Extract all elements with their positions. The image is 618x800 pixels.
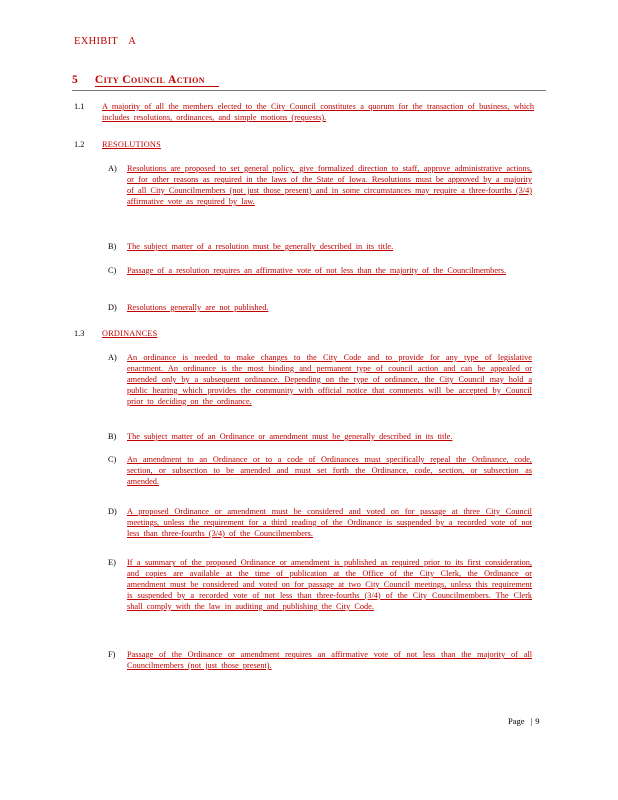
page-label: Page — [508, 716, 525, 726]
item-text: Passage of the Ordinance or amendment requires an affirmative vote of not less than the majority of all Councilmembers (not just those present). — [127, 650, 532, 670]
item-label: E) — [108, 558, 116, 567]
section-title: RESOLUTIONS — [102, 140, 161, 149]
item-text: Resolutions generally are not published. — [127, 303, 269, 312]
page-footer — [508, 716, 539, 726]
ordinance-item-d — [108, 507, 532, 540]
section-1-3 — [74, 329, 157, 338]
ordinance-item-c — [108, 455, 532, 488]
item-label: D) — [108, 303, 117, 312]
exhibit-label: EXHIBIT A — [74, 36, 137, 47]
resolution-item-a — [108, 164, 532, 208]
item-label: B) — [108, 432, 117, 441]
item-text: The subject matter of a resolution must be generally described in its title. — [127, 242, 394, 251]
item-label: A) — [108, 164, 117, 173]
item-label: B) — [108, 242, 117, 251]
item-label: C) — [108, 266, 117, 275]
section-number: 1.2 — [74, 140, 85, 149]
item-text: An amendment to an Ordinance or to a code of Ordinances must specifically repeal the Ordinance, code, section, or subsection to be amended and must set forth the Ordinance, code, section, or subsection as amended. — [127, 455, 532, 486]
item-label: F) — [108, 650, 116, 659]
chapter-title: City Council Action — [95, 74, 219, 87]
ordinance-item-b — [108, 432, 532, 443]
ordinance-item-a — [108, 353, 532, 408]
item-label: A) — [108, 353, 117, 362]
section-number: 1.3 — [74, 329, 85, 338]
ordinance-item-f — [108, 650, 532, 672]
heading-rule — [72, 90, 546, 91]
section-title: ORDINANCES — [102, 329, 158, 338]
section-text: A majority of all the members elected to the City Council constitutes a quorum for the transaction of business, which includes resolutions, ordinances, and simple motions (requests). — [102, 102, 534, 122]
ordinance-item-e — [108, 558, 532, 613]
item-text: A proposed Ordinance or amendment must be considered and voted on for passage at three City Council meetings, unless the requirement for a third reading of the Ordinance is suspended by a recorded vote of not less than three-fourths (3/4) of the Councilmembers. — [127, 507, 532, 538]
item-text: If a summary of the proposed Ordinance or amendment is published as required prior to its first consideration, and copies are available at the time of publication at the Office of the City Clerk, the Ordinance or amendment must be considered and voted on for passage at two City Council meetings, unless this requirement is suspended by a recorded vote of not less than three-fourths (3/4) of the City Councilmembers. The Clerk shall comply with the law in auditing and publishing the City Code. — [127, 558, 532, 611]
chapter-heading — [72, 74, 546, 86]
item-text: Passage of a resolution requires an affirmative vote of not less than the majority of the Councilmembers. — [127, 266, 507, 275]
resolution-item-c — [108, 266, 532, 277]
item-text: Resolutions are proposed to set general policy, give formalized direction to staff, approve administrative actions, or for other reasons as required in the laws of the State of Iowa. Resolutions must be approved by a majority of all City Councilmembers (not just those present) and in some circumstances may require a three-fourths (3/4) affirmative vote as required by law. — [127, 164, 532, 206]
section-1-1 — [74, 102, 534, 124]
page-number: 9 — [535, 716, 540, 726]
resolution-item-b — [108, 242, 532, 253]
item-text: The subject matter of an Ordinance or amendment must be generally described in its title. — [127, 432, 453, 441]
item-label: C) — [108, 455, 117, 464]
page-separator: | — [530, 716, 533, 726]
chapter-number: 5 — [72, 74, 78, 86]
item-label: D) — [108, 507, 117, 516]
item-text: An ordinance is needed to make changes to the City Code and to provide for any type of legislative enactment. An ordinance is the most binding and permanent type of council action and can be appealed or amended only by a subsequent ordinance. Depending on the type of ordinance, the City Council may hold a public hearing which provides the community with official notice that comments will be accepted by Council prior to deciding on the ordinance. — [127, 353, 532, 406]
section-1-2 — [74, 140, 161, 149]
section-number: 1.1 — [74, 102, 85, 111]
resolution-item-d — [108, 303, 532, 314]
